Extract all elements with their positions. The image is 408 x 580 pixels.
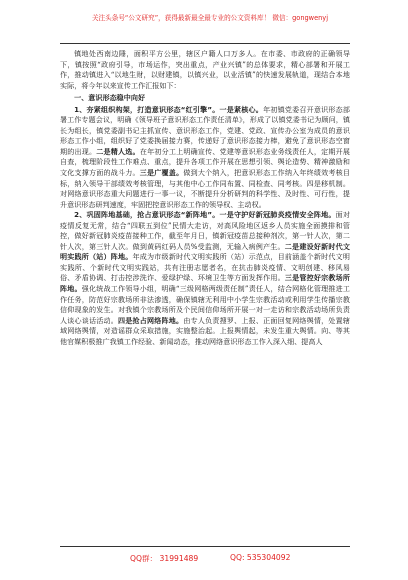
paragraph-2-text-4: 由专人负责搜罗、上报、正面回复网络舆情，处置辖域网络舆情，对造谣群众采取措施，实施整治起。上报舆情起，未发生重大舆情。向、等其他官媒积极推广我镇工作经验、新闻动态，推动网络意识形态工作入深入细、提高人 bbox=[60, 315, 351, 346]
paragraph-1-text: 年初镇党委召开意识形态部署工作专题会议，明确《领导班子意识形态工作责任清单》，形成了以镇党委书记为顾问，镇长为组长，镇党委副书记主抓宣传、意识形态工作，党建、党政、宣传办公室为成员的意识形态工作小组，组织好了党委换届接力赛，传递好了意识形态接力棒，避免了意识形态空窗期的出现。 bbox=[60, 104, 350, 156]
paragraph-2-bold-2: 二是建设好新时代文明实践所（站）阵地。 bbox=[60, 241, 350, 262]
section-heading: 一、意识形态稳中向好 bbox=[74, 93, 146, 103]
header-divider bbox=[60, 43, 350, 44]
footer-divider bbox=[60, 546, 350, 547]
paragraph-1-bold-3: 三是广覆盖。 bbox=[139, 168, 184, 178]
paragraph-2 bbox=[60, 210, 350, 347]
document-body bbox=[60, 49, 350, 347]
paragraph-2-text-2: 年成为市级新时代文明实践所（站）示范点，目前涵盖个新时代文明实践所、个新时代文明实践站，共有注册志愿者名，在抗击肺炎疫情、文明创建、移风易俗、矛盾协调、打击控涉洗诈、爱绿护绿、环境卫生等方面发挥作用。 bbox=[60, 252, 350, 283]
paragraph-2-bold-4: 四是抢占网络阵地。 bbox=[118, 315, 184, 325]
paragraph-1-lead: 1、夯紧组织构架，打造意识形态“红引擎”。一是紧核心。 bbox=[74, 104, 264, 114]
paragraph-1-bold-2: 二是精人选。 bbox=[96, 146, 140, 156]
paragraph-1-text-3: 做到大个纳入，把意识形态工作纳入年终绩效考核目标，纳入领导干部绩效考核管理，与其他中心工作同布置、同检查、同考核。四是移机制。对网络意识形态重大问题进行一事一议，不断提升分析研判的科学性、及时性、可行性，提升意识形态研判速度，牢固把控意识形态工作的领导权、主动权。 bbox=[60, 168, 350, 209]
paragraph-2-text-3: 强化统战工作领导小组，明确“三级网格两级责任制”责任人，结合网格化管理推进工作任务，防范好宗教场所非法渗透，确保镇辖无利用中小学生宗教活动或利用学生传播宗教信仰现象的发生。对我镇个宗教场所及个民间信仰场所开展一对一走访和宗教活动场所负责人谈心谈话活动。 bbox=[60, 284, 350, 325]
qq-contact-label: QQ: 535304092 bbox=[230, 553, 291, 562]
paragraph-2-text: 面对疫情反复无常，结合“四联五到位”民情大走访，对高风险地区返乡人员实施全面摸排和管控，做好新冠肺炎疫苗接种工作，截至年月日，镇新冠疫苗总接种剂次，第一针人次，第二针人次，第三针人次。做到黄码红码人员%受监测，无输入病例产生。 bbox=[60, 210, 350, 251]
intro-paragraph: 镇地处西南边陲，面积平方公里，辖区户籍人口万多人。在市委、市政府的正确领导下，镇按照“政府引导，市场运作，突出重点，产业兴镇”的总体要求，精心部署和开展工作，推动镇进入“以地生财，以财建镇，以镇兴业，以业活镇”的快速发展轨道，现结合本地实际，将今年以来宣传工作汇报如下： bbox=[60, 49, 350, 90]
paragraph-2-lead: 2、巩固阵地基础，抢占意识形态“新阵地”。一是守护好新冠肺炎疫情安全阵地。 bbox=[74, 210, 336, 220]
banner-line: 关注头条号“公文研究”，获得最新最全最专业的公文资料库！ 微信：gongwenyj bbox=[91, 14, 329, 22]
promo-banner bbox=[60, 14, 360, 24]
paragraph-1 bbox=[60, 105, 350, 210]
qq-group-label: QQ群： 31991489 bbox=[130, 554, 199, 563]
paragraph-1-text-2: 在年初分工上明确宣传、党建等意识形态业务线责任人，定期开展自查，梳理阶段性工作难点、重点，提升各项工作开展在思想引领、舆论造势、精神激励和文化支撑方面的战斗力。 bbox=[60, 146, 350, 178]
paragraph-2-bold-3: 三是管控好宗教场所阵地。 bbox=[60, 273, 351, 294]
